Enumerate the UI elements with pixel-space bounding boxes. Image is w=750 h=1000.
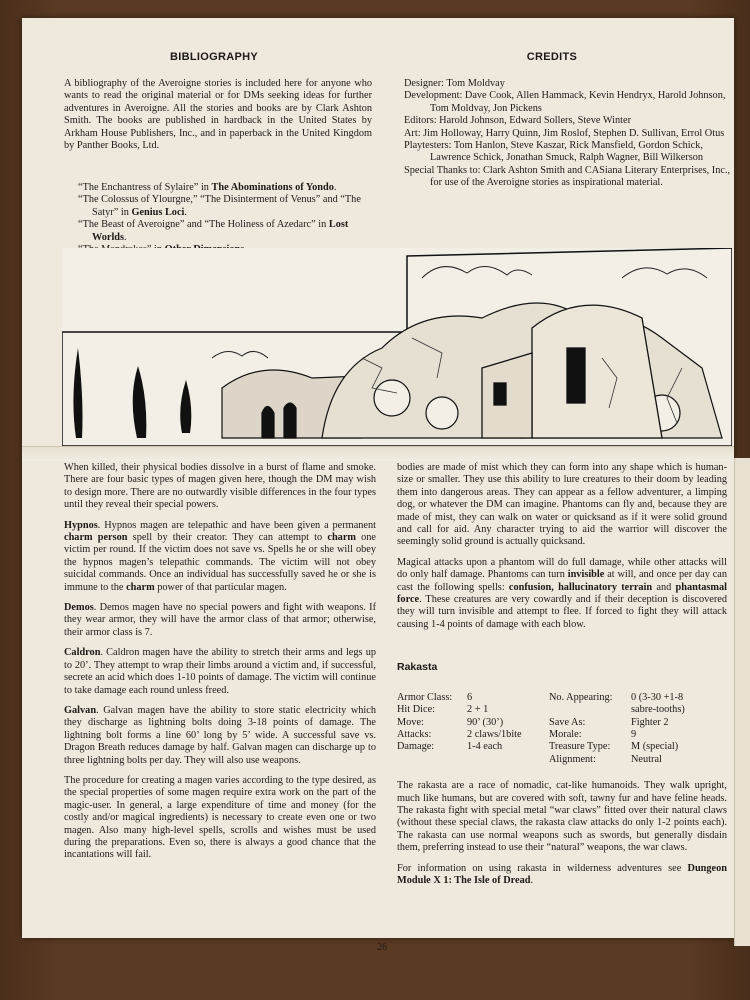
magen-procedure: The procedure for creating a magen varies according to the type desired, as the special properties of some magen require extra work on the part of the magic-user. In general, a large expenditure of time and money (for the costly and/or magical ingredients) is necessary to create even one or two magen. Also many high-level spells, scrolls and wishes must be used during the preparations. Even so, there is always a good chance that the incantations will fail. bbox=[64, 774, 376, 861]
caldron-name: Caldron bbox=[64, 647, 101, 659]
magen-column bbox=[64, 462, 376, 870]
p4-c: . bbox=[530, 874, 534, 886]
stat-label: Damage: bbox=[397, 741, 435, 753]
stat-value: Neutral bbox=[631, 753, 662, 765]
stat-value bbox=[467, 754, 549, 766]
stat-label: Alignment: bbox=[549, 753, 596, 765]
stat-label: Armor Class: bbox=[397, 691, 453, 703]
stat-label: Save As: bbox=[549, 716, 586, 728]
entry-stories: “The Enchantress of Sylaire” in bbox=[78, 182, 212, 193]
document-page bbox=[22, 18, 734, 953]
galvan-text: . Galvan magen have the ability to store static electricity which they discharge as lightning bolts doing 3-18 points of damage. The lightning bolt forms a line 60’ long by 5’ wide. A successful save vs. Dragon Breath reduces damage by half. Galvan magen can discharge up to three lightning bolts per day. They will also use weapons. bbox=[64, 704, 376, 766]
stat-value: M (special) bbox=[631, 741, 679, 753]
stat-label: Hit Dice: bbox=[397, 704, 436, 716]
stat-value: 2 + 1 bbox=[467, 704, 489, 716]
p4-b: Dungeon Module X 1: The Isle of Dread bbox=[397, 862, 727, 886]
caldron-text: . Caldron magen have the ability to stretch their arms and legs up to 20’. They attempt to wrap their limbs around a victim and, if successful, secrete an acid which does 1-10 points of damage. The victim will continue to take damage each round unless freed. bbox=[64, 647, 376, 696]
hypnos-text-g: power of that particular magen. bbox=[154, 581, 287, 593]
entry-end: . bbox=[184, 206, 187, 218]
entry-book: Lost Worlds bbox=[92, 219, 349, 243]
bibliography-intro bbox=[64, 78, 372, 160]
hypnos-name: Hypnos bbox=[64, 519, 98, 531]
stat-label bbox=[397, 754, 467, 766]
stat-label: Move: bbox=[397, 716, 424, 728]
entry-stories: “The Beast of Averoigne” and “The Holiness of Azedarc” in bbox=[78, 219, 329, 231]
hypnos-paragraph bbox=[64, 520, 376, 594]
stat-value: Fighter 2 bbox=[631, 716, 669, 728]
stat-value: 0 (3-30 +1-8 bbox=[631, 691, 684, 703]
page-edge-tab bbox=[734, 458, 750, 946]
hypnos-text-a: . Hypnos magen are telepathic and have been given a permanent bbox=[97, 519, 376, 531]
stat-label: Treasure Type: bbox=[549, 741, 611, 753]
entry-book: Genius Loci bbox=[131, 206, 185, 218]
credit-row: Editors: Harold Johnson, Edward Sollers, Steve Winter bbox=[404, 115, 632, 127]
credit-row: Development: Dave Cook, Allen Hammack, Kevin Hendryx, Harold Johnson, Tom Moldvay, Jon Pickens bbox=[404, 90, 726, 114]
credits-heading: CREDITS bbox=[526, 51, 578, 63]
phantom-paragraph: bodies are made of mist which they can form into any shape which is human-size or smaller. They use this ability to lure creatures to their doom by leading them into dangerous areas. They can appear as a fellow adventurer, a limping dog, or whatever the DM can imagine. Phantoms can fly and, because they are made of mist, they can walk on water or quicksand as if it were solid ground and call for aid. Any character trying to aid the warrior will discover the seemingly solid ground is actually quicksand. bbox=[397, 462, 727, 548]
page-fold bbox=[22, 446, 734, 461]
demos-name: Demos bbox=[64, 602, 94, 614]
p2-g: . These creatures are very cowardly and if their deception is discovered they will turn invisible and attempt to flee. If forced to fight they will attack causing 1-4 points of damage with each blow. bbox=[397, 594, 727, 630]
stat-value: 1-4 each bbox=[467, 741, 503, 753]
entry-stories: “The Colossus of Ylourgne,” “The Disinterment of Venus” and “The Satyr” in bbox=[78, 194, 361, 218]
p2-e: and bbox=[652, 581, 676, 593]
p2-f: phantasmal force bbox=[397, 581, 727, 606]
hypnos-text-f: charm bbox=[126, 581, 155, 593]
credit-row: Special Thanks to: Clark Ashton Smith and CASiana Literary Enterprises, Inc., for use of the Averoigne stories as inspirational material. bbox=[404, 164, 731, 189]
rakasta-stat-block bbox=[397, 692, 727, 766]
stat-label: No. Appearing: bbox=[549, 691, 613, 703]
credit-row: Playtesters: Tom Hanlon, Steve Kaszar, Rick Mansfield, Gordon Schick, Lawrence Schick, Jonathan Smuck, Ralph Wagner, Bill Wilkerson bbox=[404, 140, 704, 164]
p2-a: Magical attacks upon a phantom will do full damage, while other attacks will do only half damage. Phantoms can turn bbox=[397, 556, 727, 581]
stat-value: sabre-tooths) bbox=[631, 704, 685, 716]
credits-list bbox=[404, 78, 734, 190]
credit-row: Designer: Tom Moldvay bbox=[404, 78, 505, 89]
ruins-illustration bbox=[62, 248, 732, 446]
bibliography-entry bbox=[78, 219, 378, 244]
galvan-paragraph bbox=[64, 705, 376, 767]
rakasta-reference bbox=[397, 863, 727, 888]
stat-value: 90’ (30’) bbox=[467, 716, 504, 728]
stat-label bbox=[549, 704, 631, 716]
hypnos-text-c: spell by their creator. They can attempt to bbox=[127, 532, 328, 544]
credit-row: Art: Jim Holloway, Harry Quinn, Jim Roslof, Stephen D. Sullivan, Errol Otus bbox=[404, 127, 725, 139]
demos-text: . Demos magen have no special powers and fight with weapons. If they wear armor, they will have the armor class of that armor; otherwise, their armor class is 7. bbox=[64, 602, 376, 638]
phantom-rakasta-column bbox=[397, 462, 727, 895]
p2-c: at will, and once per day can cast the following spells: bbox=[397, 569, 727, 593]
bibliography-intro-text: A bibliography of the Averoigne stories is included here for anyone who wants to read the original material or for DMs seeking ideas for further adventures in Averoigne. All the stories and books are by Clark Ashton Smith. The books are published in hardback in the United States by Arkham House Publishers, Inc., and in paperback in the United Kingdom by Panther Books, Ltd. bbox=[64, 78, 372, 152]
stat-value: 9 bbox=[631, 728, 637, 740]
p2-b: invisible bbox=[567, 569, 605, 581]
stat-value: 2 claws/1bite bbox=[467, 728, 522, 740]
rakasta-description: The rakasta are a race of nomadic, cat-like humanoids. They walk upright, much like humans, but are covered with soft, tawny fur and have feline heads. The rakasta fight with special metal “war claws” fitted over their natural claws (without these special claws, the rakasta claw attacks do only 1-2 points each). The rakasta can use normal weapons such as swords, but generally disdain them, preferring instead to use their “natural” weapons, the war claws. bbox=[397, 780, 727, 854]
entry-end: . bbox=[124, 231, 127, 243]
bibliography-entry bbox=[78, 182, 378, 194]
magen-intro: When killed, their physical bodies dissolve in a burst of flame and smoke. There are four basic types of magen given here, though the DM may wish to design more. There are no outwardly visible differences in the four types until they reveal their special powers. bbox=[64, 462, 376, 511]
bibliography-heading: BIBLIOGRAPHY bbox=[170, 51, 258, 63]
rakasta-heading: Rakasta bbox=[397, 661, 438, 674]
bibliography-entry bbox=[78, 194, 378, 219]
phantom-magic-paragraph bbox=[397, 557, 727, 631]
entry-end: . bbox=[333, 182, 337, 193]
stat-label: Morale: bbox=[549, 728, 582, 740]
p4-a: For information on using rakasta in wilderness adventures see bbox=[397, 862, 688, 874]
stat-value: 6 bbox=[467, 691, 473, 703]
p2-d: confusion, hallucinatory terrain bbox=[508, 581, 653, 593]
caldron-paragraph bbox=[64, 647, 376, 697]
hypnos-text-d: charm bbox=[327, 532, 356, 544]
hypnos-text-e: one victim per round. If the victim does not save vs. Spells he or she will obey the hypnos magen’s telepathic commands. The victim will not obey suicidal commands. Once an individual has successfully saved he or she is immune to the bbox=[64, 532, 377, 593]
page-number: 26 bbox=[377, 942, 387, 953]
demos-paragraph bbox=[64, 602, 376, 639]
entry-book: The Abominations of Yondo bbox=[211, 182, 334, 193]
hypnos-text-b: charm person bbox=[64, 532, 128, 544]
galvan-name: Galvan bbox=[64, 704, 97, 716]
stat-label: Attacks: bbox=[397, 728, 432, 740]
